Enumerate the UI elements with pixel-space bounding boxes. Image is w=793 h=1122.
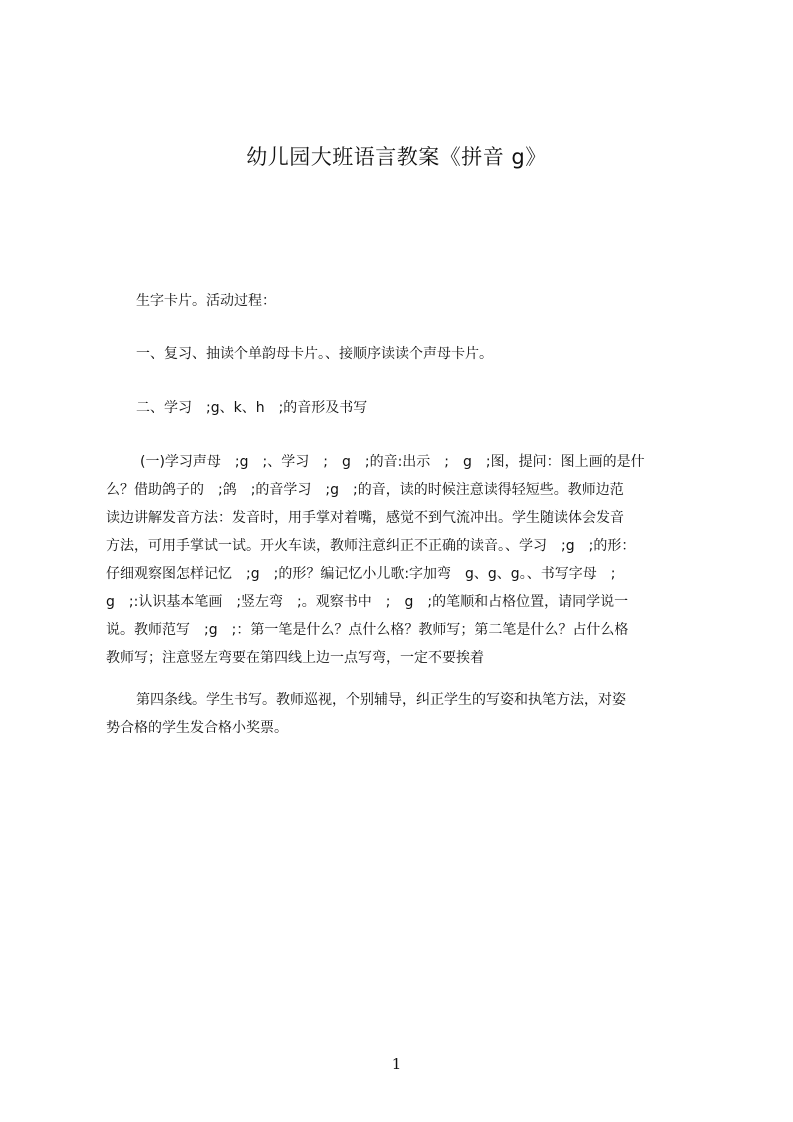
paragraph-line: g ;:认识基本笔画 ;竖左弯 ;。观察书中 ; g ;的笔顺和占格位置，请同学说一: [106, 594, 629, 610]
paragraph-line: 一、复习、抽读个单韵母卡片。、接顺序读读个声母卡片。: [136, 346, 493, 362]
paragraph-learn-g: [106, 448, 706, 672]
paragraph-line: 说。教师范写 ;g ;：第一笔是什么？点什么格？教师写；第二笔是什么？占什么格: [106, 622, 629, 638]
paragraph-line: (一)学习声母 ;g ;、学习 ; g ;的音:出示 ; g ;图，提问：图上画的是什: [140, 454, 645, 470]
paragraph-line: 教师写；注意竖左弯要在第四线上边一点写弯，一定不要挨着: [106, 650, 484, 666]
paragraph-student-writing: [106, 686, 706, 742]
paragraph-section-two-heading: [136, 394, 736, 422]
paragraph-line: 第四条线。学生书写。教师巡视，个别辅导，纠正学生的写姿和执笔方法，对姿: [136, 692, 626, 708]
paragraph-materials: [136, 287, 736, 315]
paragraph-line: 方法，可用手掌试一试。开火车读，教师注意纠正不正确的读音。、学习 ;g ;的形：: [106, 538, 636, 554]
page-number: 1: [391, 1055, 402, 1073]
paragraph-line: 二、学习 ;g、k、h ;的音形及书写: [136, 400, 368, 416]
paragraph-line: 读边讲解发音方法：发音时，用手掌对着嘴，感觉不到气流冲出。学生随读体会发音: [106, 510, 624, 526]
paragraph-line: 仔细观察图怎样记忆 ;g ;的形？编记忆小儿歌:字加弯 g、g、g。、书写字母 ;: [106, 566, 616, 582]
paragraph-line: 么？借助鸽子的 ;鸽 ;的音学习 ;g ;的音，读的时候注意读得轻短些。教师边范: [106, 482, 624, 498]
paragraph-review: [136, 340, 736, 368]
paragraph-line: 势合格的学生发合格小奖票。: [106, 720, 288, 736]
document-title: 幼儿园大班语言教案《拼音 g》: [246, 145, 547, 169]
paragraph-line: 生字卡片。活动过程：: [136, 293, 276, 309]
